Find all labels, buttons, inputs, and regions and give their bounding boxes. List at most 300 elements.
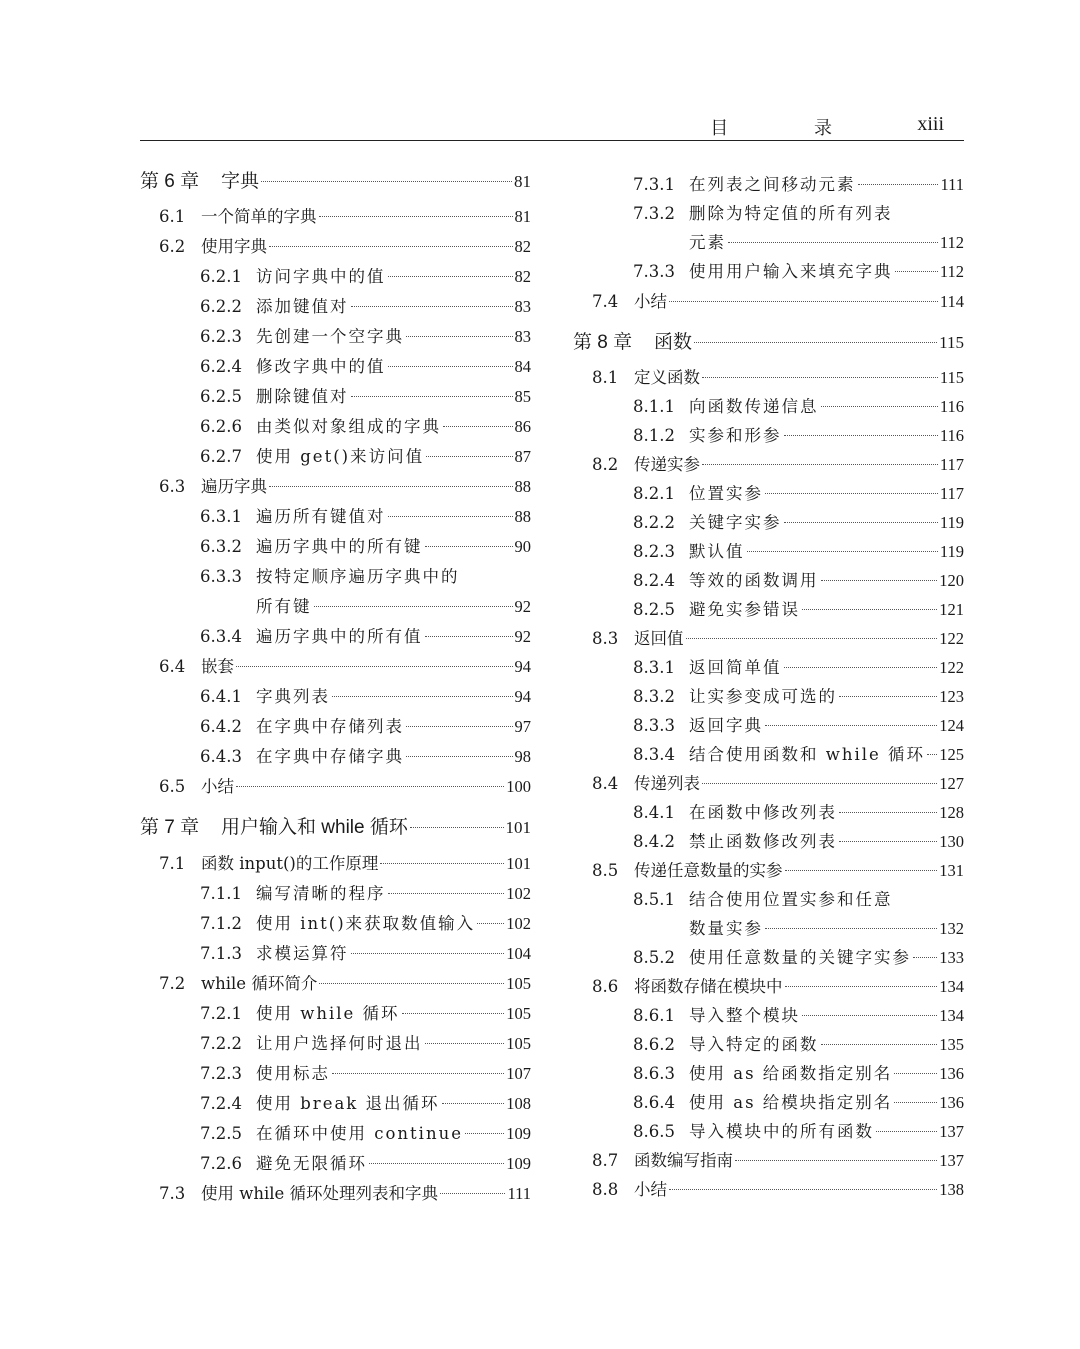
toc-entry-sec[interactable] bbox=[140, 205, 531, 229]
toc-entry-title: 删除键值对 bbox=[256, 387, 349, 406]
toc-entry-page: 105 bbox=[506, 1034, 531, 1053]
toc-entry-sec[interactable] bbox=[140, 852, 531, 876]
toc-entry-sub[interactable] bbox=[573, 1091, 964, 1115]
toc-entry-sec[interactable] bbox=[140, 655, 531, 679]
toc-entry-sec[interactable] bbox=[573, 453, 964, 477]
toc-entry-page: 86 bbox=[514, 417, 531, 436]
toc-entry-sub[interactable] bbox=[140, 355, 531, 379]
toc-entry-page: 125 bbox=[939, 745, 964, 764]
toc-entry-sec[interactable] bbox=[140, 775, 531, 799]
toc-entry-page: 109 bbox=[506, 1154, 531, 1173]
toc-entry-sub[interactable] bbox=[573, 685, 964, 709]
toc-entry-page: 105 bbox=[506, 974, 531, 993]
toc-entry-title: 函数 input()的工作原理 bbox=[201, 854, 379, 873]
toc-entry-sub[interactable] bbox=[140, 1062, 531, 1086]
toc-entry-sub[interactable] bbox=[573, 1120, 964, 1144]
toc-entry-number: 7.1 bbox=[159, 854, 186, 873]
toc-entry-page: 116 bbox=[939, 426, 964, 445]
toc-entry-sec[interactable] bbox=[140, 972, 531, 996]
toc-entry-page: 133 bbox=[939, 948, 964, 967]
toc-entry-number: 8.5.2 bbox=[633, 948, 675, 967]
dot-leader bbox=[876, 1130, 937, 1132]
dot-leader bbox=[440, 1192, 505, 1194]
toc-entry-title: 传递任意数量的实参 bbox=[634, 861, 783, 880]
toc-entry-sec[interactable] bbox=[573, 627, 964, 651]
toc-entry-title: 导入特定的函数 bbox=[689, 1035, 819, 1054]
toc-entry-page: 120 bbox=[939, 571, 964, 590]
toc-entry-sub[interactable] bbox=[140, 1032, 531, 1056]
toc-entry-number: 6.4.3 bbox=[200, 747, 242, 766]
toc-entry-title: 结合使用函数和 while 循环 bbox=[689, 745, 926, 764]
toc-entry-chap[interactable] bbox=[140, 816, 531, 840]
toc-entry-number: 7.2.1 bbox=[200, 1004, 242, 1023]
dot-leader bbox=[425, 635, 513, 637]
toc-entry-sub[interactable] bbox=[573, 598, 964, 622]
toc-entry-title: 遍历字典中的所有值 bbox=[256, 627, 423, 646]
toc-entry-sub[interactable] bbox=[573, 260, 964, 284]
toc-entry-sub[interactable] bbox=[140, 942, 531, 966]
toc-entry-number: 8.2.3 bbox=[633, 542, 675, 561]
toc-entry-number: 7.3.1 bbox=[633, 175, 675, 194]
toc-entry-page: 123 bbox=[939, 687, 964, 706]
toc-entry-title: 在字典中存储字典 bbox=[256, 747, 404, 766]
dot-leader bbox=[236, 665, 513, 667]
toc-entry-title: 使用字典 bbox=[201, 237, 267, 256]
toc-entry-number: 8.3.2 bbox=[633, 687, 675, 706]
toc-entry-page: 109 bbox=[506, 1124, 531, 1143]
toc-entry-page: 94 bbox=[514, 687, 531, 706]
toc-entry-page: 105 bbox=[506, 1004, 531, 1023]
toc-entry-page: 101 bbox=[505, 818, 531, 837]
toc-entry-number: 6.3.4 bbox=[200, 627, 242, 646]
toc-entry-sub[interactable] bbox=[140, 1002, 531, 1026]
toc-entry-number: 8.1.1 bbox=[633, 397, 675, 416]
toc-entry-sub[interactable] bbox=[573, 202, 964, 226]
dot-leader bbox=[269, 245, 513, 247]
dot-leader bbox=[747, 550, 938, 552]
dot-leader bbox=[269, 485, 513, 487]
toc-entry-sub[interactable] bbox=[140, 385, 531, 409]
dot-leader bbox=[821, 1043, 938, 1045]
toc-entry-page: 94 bbox=[514, 657, 531, 676]
toc-entry-title: 遍历所有键值对 bbox=[256, 507, 386, 526]
toc-entry-number: 8.7 bbox=[592, 1151, 619, 1170]
toc-entry-page: 88 bbox=[514, 477, 531, 496]
toc-entry-number: 6.2.3 bbox=[200, 327, 242, 346]
dot-leader bbox=[465, 1132, 504, 1134]
toc-entry-sec[interactable] bbox=[573, 1149, 964, 1173]
toc-entry-page: 117 bbox=[939, 455, 964, 474]
dot-leader bbox=[669, 300, 938, 302]
dot-leader bbox=[369, 1162, 504, 1164]
toc-entry-sub[interactable] bbox=[573, 1062, 964, 1086]
toc-entry-cont[interactable] bbox=[573, 917, 964, 941]
toc-entry-title: 在列表之间移动元素 bbox=[689, 175, 856, 194]
toc-entry-page: 136 bbox=[939, 1064, 964, 1083]
dot-leader bbox=[784, 666, 938, 668]
toc-entry-number: 6.2.2 bbox=[200, 297, 242, 316]
toc-entry-number: 6.3.2 bbox=[200, 537, 242, 556]
toc-entry-number: 7.3.2 bbox=[633, 204, 675, 223]
toc-entry-number: 8.5.1 bbox=[633, 890, 675, 909]
toc-entry-title: 向函数传递信息 bbox=[689, 397, 819, 416]
toc-entry-page: 82 bbox=[514, 267, 531, 286]
toc-entry-page: 132 bbox=[939, 919, 964, 938]
dot-leader bbox=[425, 545, 513, 547]
toc-entry-sub[interactable] bbox=[140, 445, 531, 469]
toc-entry-number: 8.3 bbox=[592, 629, 619, 648]
toc-entry-title: 返回简单值 bbox=[689, 658, 782, 677]
dot-leader bbox=[406, 725, 513, 727]
toc-entry-page: 81 bbox=[514, 207, 531, 226]
toc-entry-number: 6.3 bbox=[159, 477, 186, 496]
toc-entry-title: 添加键值对 bbox=[256, 297, 349, 316]
toc-entry-title: 在字典中存储列表 bbox=[256, 717, 404, 736]
dot-leader bbox=[406, 755, 513, 757]
toc-entry-title: 小结 bbox=[634, 1180, 667, 1199]
toc-entry-page: 134 bbox=[939, 1006, 964, 1025]
toc-entry-sub[interactable] bbox=[140, 325, 531, 349]
dot-leader bbox=[388, 365, 513, 367]
toc-entry-title: 使用 get()来访问值 bbox=[256, 447, 425, 466]
toc-entry-title: 位置实参 bbox=[689, 484, 763, 503]
toc-entry-title: 小结 bbox=[201, 777, 234, 796]
toc-entry-page: 134 bbox=[939, 977, 964, 996]
toc-entry-page: 83 bbox=[514, 297, 531, 316]
toc-entry-sub[interactable] bbox=[573, 830, 964, 854]
dot-leader bbox=[802, 608, 937, 610]
toc-entry-number: 6.2.1 bbox=[200, 267, 242, 286]
toc-entry-title: 导入整个模块 bbox=[689, 1006, 800, 1025]
toc-entry-page: 102 bbox=[506, 884, 531, 903]
toc-entry-page: 117 bbox=[939, 484, 964, 503]
header-page-number: xiii bbox=[917, 113, 944, 135]
dot-leader bbox=[728, 241, 938, 243]
dot-leader bbox=[802, 1014, 937, 1016]
toc-entry-page: 90 bbox=[514, 537, 531, 556]
toc-entry-page: 127 bbox=[939, 774, 964, 793]
dot-leader bbox=[765, 724, 937, 726]
toc-entry-number: 8.3.1 bbox=[633, 658, 675, 677]
toc-entry-sub[interactable] bbox=[573, 946, 964, 970]
toc-entry-sub[interactable] bbox=[573, 714, 964, 738]
toc-entry-title: 使用 as 给模块指定别名 bbox=[689, 1093, 893, 1112]
toc-entry-number: 6.4 bbox=[159, 657, 186, 676]
toc-entry-title: 使用 break 退出循环 bbox=[256, 1094, 440, 1113]
toc-entry-page: 119 bbox=[939, 542, 964, 561]
dot-leader bbox=[351, 952, 505, 954]
toc-entry-sub[interactable] bbox=[140, 625, 531, 649]
toc-entry-number: 8.2 bbox=[592, 455, 619, 474]
toc-entry-number: 7.2.5 bbox=[200, 1124, 242, 1143]
toc-entry-sub[interactable] bbox=[573, 1004, 964, 1028]
dot-leader bbox=[765, 492, 938, 494]
toc-entry-title: 使用 int()来获取数值输入 bbox=[256, 914, 476, 933]
toc-entry-number: 6.3.1 bbox=[200, 507, 242, 526]
toc-entry-title: 所有键 bbox=[256, 597, 312, 616]
toc-entry-sub[interactable] bbox=[140, 1152, 531, 1176]
toc-entry-sec[interactable] bbox=[573, 859, 964, 883]
toc-entry-page: 112 bbox=[939, 233, 964, 252]
dot-leader bbox=[402, 1012, 505, 1014]
toc-entry-page: 85 bbox=[514, 387, 531, 406]
toc-entry-number: 8.2.4 bbox=[633, 571, 675, 590]
toc-entry-page: 88 bbox=[514, 507, 531, 526]
toc-entry-page: 135 bbox=[939, 1035, 964, 1054]
toc-entry-title: 函数 bbox=[654, 332, 693, 353]
toc-entry-number: 第 8 章 bbox=[573, 332, 633, 353]
toc-entry-page: 87 bbox=[514, 447, 531, 466]
toc-entry-page: 111 bbox=[940, 175, 964, 194]
toc-entry-page: 83 bbox=[514, 327, 531, 346]
toc-entry-page: 92 bbox=[514, 597, 531, 616]
toc-entry-page: 114 bbox=[939, 292, 964, 311]
toc-entry-number: 7.3.3 bbox=[633, 262, 675, 281]
toc-entry-number: 8.1.2 bbox=[633, 426, 675, 445]
dot-leader bbox=[426, 455, 512, 457]
toc-entry-number: 8.8 bbox=[592, 1180, 619, 1199]
toc-entry-page: 136 bbox=[939, 1093, 964, 1112]
toc-entry-title: 传递实参 bbox=[634, 455, 700, 474]
dot-leader bbox=[785, 985, 938, 987]
toc-entry-title: 实参和形参 bbox=[689, 426, 782, 445]
dot-leader bbox=[319, 982, 504, 984]
header-title: 目 录 bbox=[710, 118, 872, 139]
dot-leader bbox=[442, 1102, 505, 1104]
toc-entry-title: 将函数存储在模块中 bbox=[634, 977, 783, 996]
toc-entry-title: 禁止函数修改列表 bbox=[689, 832, 837, 851]
toc-entry-number: 8.5 bbox=[592, 861, 619, 880]
toc-entry-number: 6.2.7 bbox=[200, 447, 242, 466]
toc-entry-page: 81 bbox=[514, 172, 531, 191]
toc-entry-number: 6.2.4 bbox=[200, 357, 242, 376]
dot-leader bbox=[351, 395, 513, 397]
dot-leader bbox=[894, 1072, 937, 1074]
toc-entry-number: 8.3.3 bbox=[633, 716, 675, 735]
toc-entry-sec[interactable] bbox=[573, 772, 964, 796]
toc-entry-sub[interactable] bbox=[140, 535, 531, 559]
toc-entry-title: 让实参变成可选的 bbox=[689, 687, 837, 706]
toc-entry-chap[interactable] bbox=[573, 331, 964, 355]
dot-leader bbox=[821, 579, 938, 581]
toc-entry-number: 第 6 章 bbox=[140, 171, 200, 192]
toc-entry-page: 98 bbox=[514, 747, 531, 766]
toc-entry-sub[interactable] bbox=[140, 912, 531, 936]
toc-entry-page: 100 bbox=[506, 777, 531, 796]
toc-entry-sec[interactable] bbox=[140, 475, 531, 499]
toc-entry-number: 8.2.2 bbox=[633, 513, 675, 532]
dot-leader bbox=[388, 275, 513, 277]
toc-entry-sub[interactable] bbox=[140, 415, 531, 439]
toc-entry-title: 传递列表 bbox=[634, 774, 700, 793]
toc-entry-sub[interactable] bbox=[573, 1033, 964, 1057]
dot-leader bbox=[314, 605, 513, 607]
toc-entry-chap[interactable] bbox=[140, 170, 531, 194]
toc-entry-sub[interactable] bbox=[573, 540, 964, 564]
toc-entry-cont[interactable] bbox=[573, 231, 964, 255]
toc-entry-page: 115 bbox=[939, 333, 964, 352]
toc-entry-sec[interactable] bbox=[573, 290, 964, 314]
toc-entry-number: 8.3.4 bbox=[633, 745, 675, 764]
toc-entry-sub[interactable] bbox=[573, 424, 964, 448]
toc-entry-sub[interactable] bbox=[573, 569, 964, 593]
toc-entry-title: 遍历字典 bbox=[201, 477, 267, 496]
toc-entry-page: 121 bbox=[939, 600, 964, 619]
toc-entry-number: 7.2 bbox=[159, 974, 186, 993]
toc-entry-sec[interactable] bbox=[573, 366, 964, 390]
toc-entry-number: 8.6.2 bbox=[633, 1035, 675, 1054]
toc-entry-title: 在循环中使用 continue bbox=[256, 1124, 463, 1143]
running-header bbox=[140, 106, 964, 141]
toc-entry-title: 求模运算符 bbox=[256, 944, 349, 963]
toc-entry-number: 8.6.4 bbox=[633, 1093, 675, 1112]
dot-leader bbox=[351, 305, 513, 307]
dot-leader bbox=[332, 695, 513, 697]
toc-entry-number: 7.2.3 bbox=[200, 1064, 242, 1083]
toc-entry-title: 使用 as 给函数指定别名 bbox=[689, 1064, 893, 1083]
dot-leader bbox=[477, 922, 504, 924]
toc-entry-page: 82 bbox=[514, 237, 531, 256]
toc-entry-number: 6.2.6 bbox=[200, 417, 242, 436]
dot-leader bbox=[839, 695, 937, 697]
dot-leader bbox=[443, 425, 513, 427]
toc-entry-number: 6.2.5 bbox=[200, 387, 242, 406]
toc-entry-page: 122 bbox=[939, 658, 964, 677]
toc-entry-sec[interactable] bbox=[140, 235, 531, 259]
toc-entry-sub[interactable] bbox=[140, 685, 531, 709]
toc-entry-number: 7.3 bbox=[159, 1184, 186, 1203]
dot-leader bbox=[380, 862, 504, 864]
toc-entry-number: 7.4 bbox=[592, 292, 619, 311]
toc-entry-sub[interactable] bbox=[573, 395, 964, 419]
toc-entry-number: 第 7 章 bbox=[140, 817, 200, 838]
toc-entry-title: 用户输入和 while 循环 bbox=[221, 817, 408, 838]
toc-entry-title: 使用用户输入来填充字典 bbox=[689, 262, 893, 281]
toc-entry-number: 8.4 bbox=[592, 774, 619, 793]
toc-entry-number: 6.3.3 bbox=[200, 567, 242, 586]
toc-entry-sub[interactable] bbox=[573, 888, 964, 912]
toc-entry-title: while 循环简介 bbox=[201, 974, 318, 993]
dot-leader bbox=[694, 341, 937, 343]
toc-entry-number: 7.2.6 bbox=[200, 1154, 242, 1173]
toc-entry-page: 137 bbox=[939, 1151, 964, 1170]
toc-entry-title: 小结 bbox=[634, 292, 667, 311]
toc-entry-title: 等效的函数调用 bbox=[689, 571, 819, 590]
toc-entry-sub[interactable] bbox=[140, 1092, 531, 1116]
toc-entry-title: 使用 while 循环处理列表和字典 bbox=[201, 1184, 439, 1203]
toc-entry-title: 删除为特定值的所有列表 bbox=[689, 204, 893, 223]
toc-entry-page: 112 bbox=[939, 262, 964, 281]
dot-leader bbox=[913, 956, 937, 958]
toc-entry-sub[interactable] bbox=[140, 505, 531, 529]
toc-entry-title: 避免实参错误 bbox=[689, 600, 800, 619]
toc-entry-title: 先创建一个空字典 bbox=[256, 327, 404, 346]
toc-entry-title: 修改字典中的值 bbox=[256, 357, 386, 376]
dot-leader bbox=[785, 869, 938, 871]
dot-leader bbox=[858, 183, 939, 185]
toc-entry-title: 在函数中修改列表 bbox=[689, 803, 837, 822]
dot-leader bbox=[784, 434, 938, 436]
toc-entry-title: 使用 while 循环 bbox=[256, 1004, 400, 1023]
toc-entry-sub[interactable] bbox=[573, 173, 964, 197]
dot-leader bbox=[388, 515, 513, 517]
toc-entry-title: 结合使用位置实参和任意 bbox=[689, 890, 893, 909]
toc-entry-title: 导入模块中的所有函数 bbox=[689, 1122, 874, 1141]
toc-entry-number: 8.1 bbox=[592, 368, 619, 387]
toc-entry-sub[interactable] bbox=[140, 1122, 531, 1146]
toc-entry-number: 7.1.2 bbox=[200, 914, 242, 933]
toc-entry-number: 8.4.1 bbox=[633, 803, 675, 822]
dot-leader bbox=[388, 892, 505, 894]
toc-entry-sec[interactable] bbox=[573, 1178, 964, 1202]
dot-leader bbox=[406, 335, 513, 337]
toc-entry-title: 函数编写指南 bbox=[634, 1151, 733, 1170]
toc-entry-page: 111 bbox=[507, 1184, 531, 1203]
toc-entry-title: 使用标志 bbox=[256, 1064, 330, 1083]
toc-entry-page: 97 bbox=[514, 717, 531, 736]
toc-entry-number: 6.4.2 bbox=[200, 717, 242, 736]
toc-entry-sec[interactable] bbox=[573, 975, 964, 999]
toc-entry-number: 8.2.5 bbox=[633, 600, 675, 619]
toc-entry-page: 130 bbox=[939, 832, 964, 851]
dot-leader bbox=[735, 1159, 937, 1161]
dot-leader bbox=[332, 1072, 504, 1074]
dot-leader bbox=[839, 811, 937, 813]
toc-entry-sub[interactable] bbox=[140, 295, 531, 319]
dot-leader bbox=[927, 753, 937, 755]
toc-entry-number: 8.2.1 bbox=[633, 484, 675, 503]
toc-entry-sub[interactable] bbox=[140, 882, 531, 906]
toc-entry-title: 按特定顺序遍历字典中的 bbox=[256, 567, 460, 586]
toc-entry-sub[interactable] bbox=[573, 511, 964, 535]
toc-entry-page: 92 bbox=[514, 627, 531, 646]
toc-entry-sub[interactable] bbox=[140, 745, 531, 769]
toc-entry-title: 遍历字典中的所有键 bbox=[256, 537, 423, 556]
toc-entry-number: 6.2 bbox=[159, 237, 186, 256]
toc-entry-sub[interactable] bbox=[140, 715, 531, 739]
toc-entry-sub[interactable] bbox=[573, 801, 964, 825]
toc-entry-title: 元素 bbox=[689, 233, 726, 252]
toc-entry-sub[interactable] bbox=[140, 565, 531, 589]
toc-entry-sub[interactable] bbox=[573, 482, 964, 506]
dot-leader bbox=[895, 270, 938, 272]
toc-entry-number: 8.6.3 bbox=[633, 1064, 675, 1083]
toc-entry-title: 一个简单的字典 bbox=[201, 207, 317, 226]
dot-leader bbox=[425, 1042, 505, 1044]
toc-entry-sec[interactable] bbox=[140, 1182, 531, 1206]
toc-entry-title: 返回值 bbox=[634, 629, 684, 648]
toc-entry-sub[interactable] bbox=[573, 656, 964, 680]
toc-entry-title: 返回字典 bbox=[689, 716, 763, 735]
toc-entry-page: 108 bbox=[506, 1094, 531, 1113]
toc-entry-page: 124 bbox=[939, 716, 964, 735]
toc-entry-sub[interactable] bbox=[573, 743, 964, 767]
dot-leader bbox=[784, 521, 938, 523]
toc-entry-title: 访问字典中的值 bbox=[256, 267, 386, 286]
dot-leader bbox=[686, 637, 938, 639]
dot-leader bbox=[236, 785, 504, 787]
toc-entry-title: 数量实参 bbox=[689, 919, 763, 938]
toc-entry-title: 编写清晰的程序 bbox=[256, 884, 386, 903]
toc-entry-title: 由类似对象组成的字典 bbox=[256, 417, 441, 436]
toc-entry-sub[interactable] bbox=[140, 265, 531, 289]
toc-entry-title: 使用任意数量的关键字实参 bbox=[689, 948, 911, 967]
toc-entry-page: 131 bbox=[939, 861, 964, 880]
toc-entry-title: 字典 bbox=[221, 171, 260, 192]
toc-entry-cont[interactable] bbox=[140, 595, 531, 619]
toc-entry-number: 8.4.2 bbox=[633, 832, 675, 851]
toc-entry-page: 138 bbox=[939, 1180, 964, 1199]
